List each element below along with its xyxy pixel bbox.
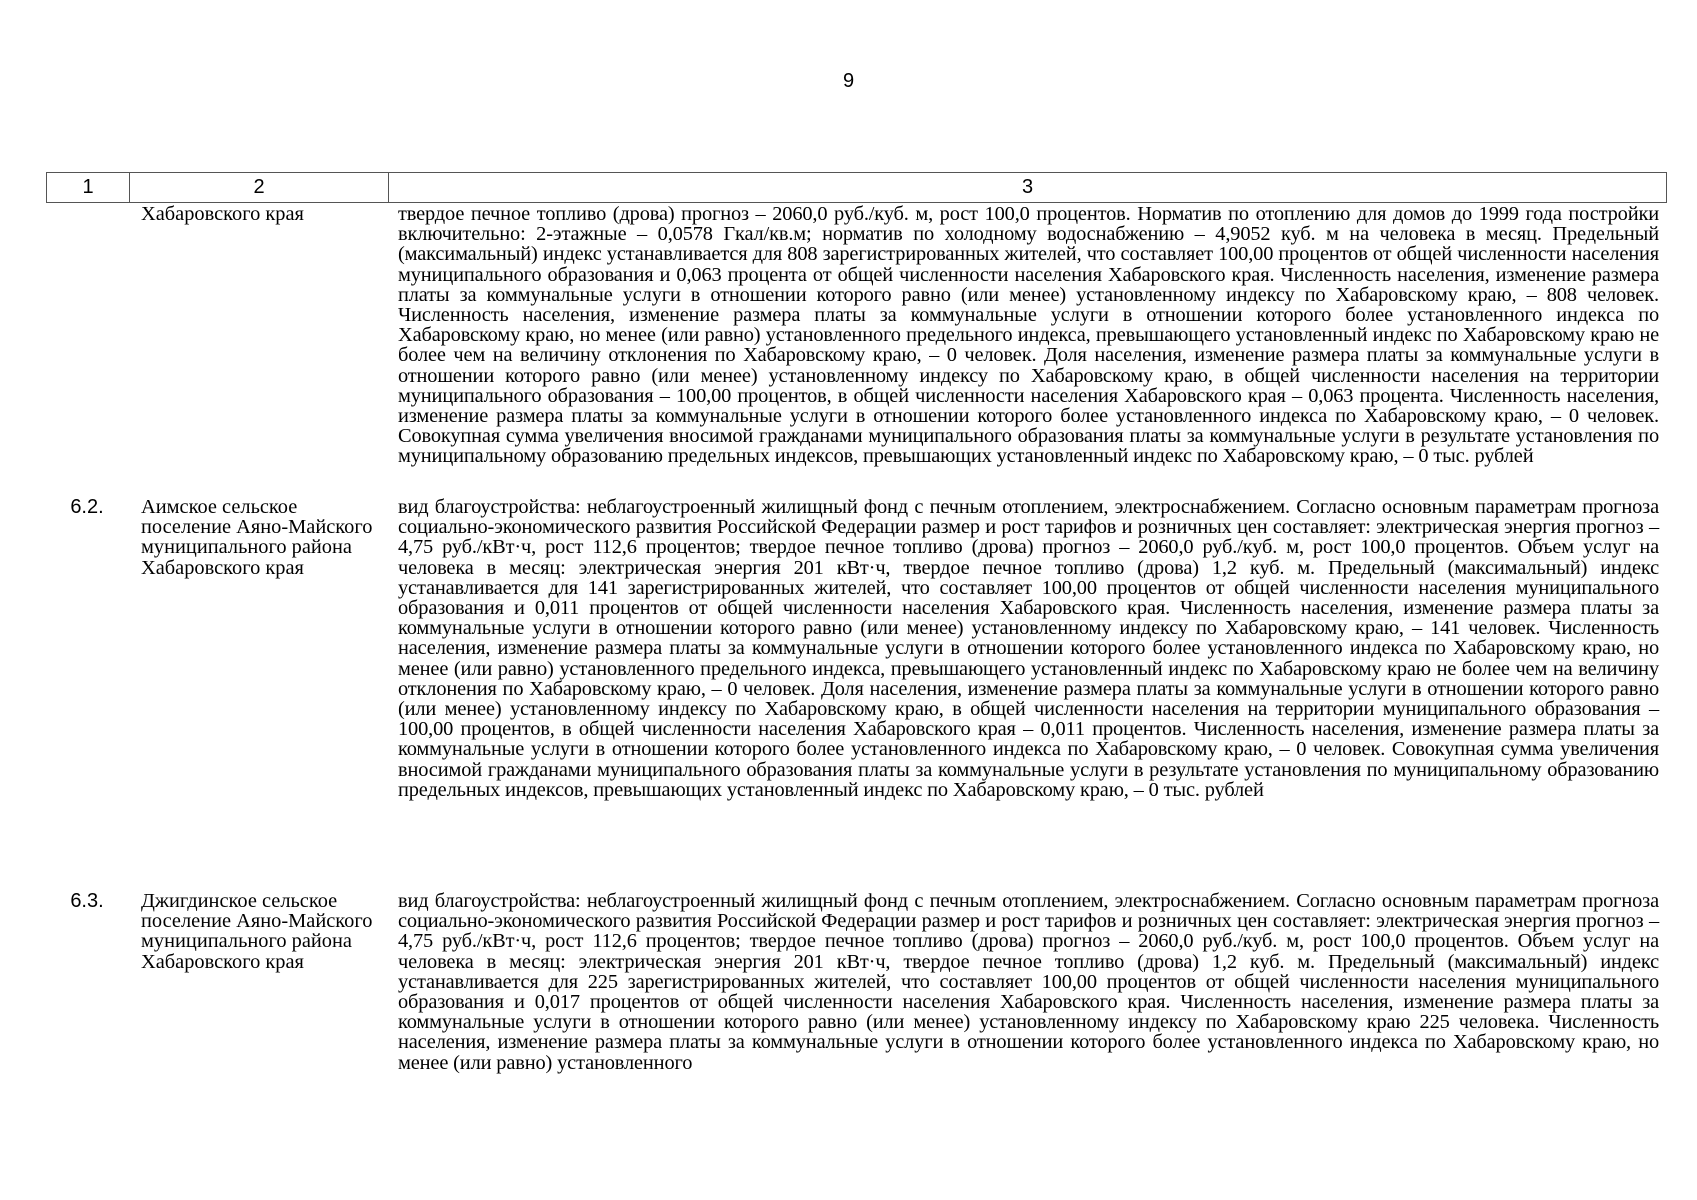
page-number: 9 xyxy=(842,70,855,92)
territory-name: Хабаровского края xyxy=(141,203,304,225)
column-header-3: 3 xyxy=(389,173,1667,203)
column-header-1: 1 xyxy=(47,173,130,203)
territory-name: Аимское сельское поселение Аяно-Майского муниципального района Хабаровского края xyxy=(141,496,373,579)
table-row xyxy=(46,497,1667,891)
table-row xyxy=(46,891,1667,1073)
row-description: твердое печное топливо (дрова) прогноз – 2060,0 руб./куб. м, рост 100,0 процентов. Норматив по отоплению для домов до 1999 года постройки включительно: 2-этажные – 0,0578 Гкал/кв.м; норматив по холодному водоснабжению – 4,9052 куб. м на человека в месяц. Предельный (максимальный) индекс устанавливается для 808 зарегистрированных жителей, что составляет 100,00 процентов от общей численности населения муниципального образования и 0,063 процента от общей численности населения Хабаровского края. Численность населения, изменение размера платы за коммунальные услуги в отношении которого равно (или менее) установленному индексу по Хабаровскому краю, – 808 человек. Численность населения, изменение размера платы за коммунальные услуги в отношении которого более установленного индекса по Хабаровскому краю, но менее (или равно) установленного предельного индекса, превышающего установленный индекс по Хабаровскому краю не более чем на величину отклонения по Хабаровскому краю, – 0 человек. Доля населения, изменение размера платы за коммунальные услуги в отношении которого равно (или менее) установленному индексу по Хабаровскому краю, в общей численности населения на территории муниципального образования – 100,00 процентов, в общей численности населения Хабаровского края – 0,063 процента. Численность населения, изменение размера платы за коммунальные услуги в отношении которого более установленного индекса по Хабаровскому краю, – 0 человек. Совокупная сумма увеличения вносимой гражданами муниципального образования платы за коммунальные услуги в результате установления по муниципальному образованию предельных индексов, превышающих установленный индекс по Хабаровскому краю, – 0 тыс. рублей xyxy=(398,203,1659,468)
table-row xyxy=(46,204,1667,497)
column-header-2: 2 xyxy=(130,173,389,203)
row-description: вид благоустройства: неблагоустроенный жилищный фонд с печным отоплением, электроснабжением. Согласно основным параметрам прогноза социально-экономического развития Российской Федерации размер и рост тарифов и розничных цен составляет: электрическая энергия прогноз – 4,75 руб./кВт·ч, рост 112,6 процентов; твердое печное топливо (дрова) прогноз – 2060,0 руб./куб. м, рост 100,0 процентов. Объем услуг на человека в месяц: электрическая энергия 201 кВт·ч, твердое печное топливо (дрова) 1,2 куб. м. Предельный (максимальный) индекс устанавливается для 141 зарегистрированных жителей, что составляет 100,00 процентов от общей численности населения муниципального образования и 0,011 процентов от общей численности населения Хабаровского края. Численность населения, изменение размера платы за коммунальные услуги в отношении которого равно (или менее) установленному индексу по Хабаровскому краю, – 141 человек. Численность населения, изменение размера платы за коммунальные услуги в отношении которого более установленного индекса по Хабаровскому краю, но менее (или равно) установленного предельного индекса, превышающего установленный индекс по Хабаровскому краю не более чем на величину отклонения по Хабаровскому краю, – 0 человек. Доля населения, изменение размера платы за коммунальные услуги в отношении которого равно (или менее) установленному индексу по Хабаровскому краю, в общей численности населения на территории муниципального образования – 100,00 процентов, в общей численности населения Хабаровского края – 0,011 процентов. Численность населения, изменение размера платы за коммунальные услуги в отношении которого более установленного индекса по Хабаровскому краю, – 0 человек. Совокупная сумма увеличения вносимой гражданами муниципального образования платы за коммунальные услуги в результате установления по муниципальному образованию предельных индексов, превышающих установленный индекс по Хабаровскому краю, – 0 тыс. рублей xyxy=(398,496,1659,801)
table-body xyxy=(46,204,1667,1073)
row-number: 6.3. xyxy=(70,890,104,912)
row-number: 6.2. xyxy=(70,496,104,518)
territory-name: Джигдинское сельское поселение Аяно-Майского муниципального района Хабаровского края xyxy=(141,890,373,973)
table-header xyxy=(46,172,1667,203)
row-description: вид благоустройства: неблагоустроенный жилищный фонд с печным отоплением, электроснабжением. Согласно основным параметрам прогноза социально-экономического развития Российской Федерации размер и рост тарифов и розничных цен составляет: электрическая энергия прогноз – 4,75 руб./кВт·ч, рост 112,6 процентов; твердое печное топливо (дрова) прогноз – 2060,0 руб./куб. м, рост 100,0 процентов. Объем услуг на человека в месяц: электрическая энергия 201 кВт·ч, твердое печное топливо (дрова) 1,2 куб. м. Предельный (максимальный) индекс устанавливается для 225 зарегистрированных жителей, что составляет 100,00 процентов от общей численности населения муниципального образования и 0,017 процентов от общей численности населения Хабаровского края. Численность населения, изменение размера платы за коммунальные услуги в отношении которого равно (или менее) установленному индексу по Хабаровскому краю 225 человека. Численность населения, изменение размера платы за коммунальные услуги в отношении которого более установленного индекса по Хабаровскому краю, но менее (или равно) установленного xyxy=(398,890,1659,1074)
